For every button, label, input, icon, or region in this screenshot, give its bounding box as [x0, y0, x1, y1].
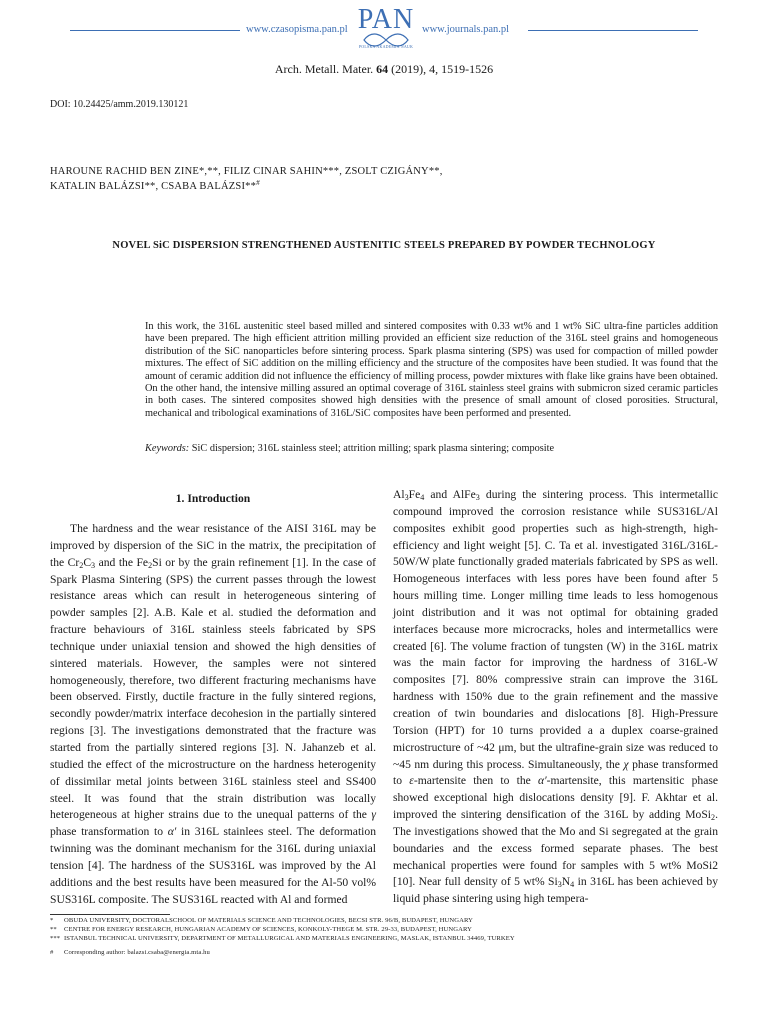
pan-logo-text: PAN [357, 4, 415, 35]
keywords: Keywords: SiC dispersion; 316L stainless steel; attrition milling; spark plasma sintering; composite [145, 443, 555, 454]
author-list [50, 164, 730, 194]
footnote-rule [50, 914, 170, 915]
journal-website-link-right[interactable]: www.journals.pan.pl [422, 24, 510, 35]
footnote-affiliation-1: * OBUDA UNIVERSITY, DOCTORALSCHOOL OF MATERIALS SCIENCE AND TECHNOLOGIES, BECSI STR. 96/B, BUDAPEST, HUNGARY [50, 917, 474, 924]
author-line-2: KATALIN BALÁZSI**, CSABA BALÁZSI**# [50, 178, 260, 192]
pan-logo-caption: POLSKA AKADEMIA NAUK [358, 44, 414, 49]
author-line-1: HAROUNE RACHID BEN ZINE*,**, FILIZ CINAR SAHIN***, ZSOLT CZIGÁNY**, [50, 166, 443, 177]
pan-logo [356, 6, 416, 52]
journal-reference: Arch. Metall. Mater. 64 (2019), 4, 1519-1526 [274, 62, 494, 76]
left-column-text: The hardness and the wear resistance of the AISI 316L may be improved by dispersion of the SiC in the matrix, the precipitation of the $Cr_2C_3$ and the $Fe_2Si$ or by the grain refinement [1]. In the case of Spark Plasma Sintering (SPS) the current passes through the lowest resistance areas which can result in heterogeneous sintering of powder samples [2]. A.B. Kale et al. studied the deformation and fracture behaviours of 316L stainless steels fabricated by SPS technique under uniaxial tension and showed the high densities of sintered materials. However, the samples were not sintered homogeneously, therefore, two different fracturing mechanisms have been observed. Firstly, ductile fracture in the fully sintered regions, secondly powder/matrix interface decohesion in the partially sintered regions [3]. The investigations demonstrated that the fracture was started from the partially sintered regions [3]. N. Jahanzeb et al. studied the effect of the microstructure on the hardness heterogenity of dissimilar metal joints between 316L stainless steel and SS400 steel. It was found that the strain distribution was locally heterogeneous at higher strains due to the unequal patterns of the γ phase transformation to α′ in 316L stainlees steel. The deformation twinning was the dominant mechanism for the 316L during uniaxial tension [4]. The hardness of the SUS316L was improved by the Al additions and the best results have been measured for the Al-50 vol% SUS316L composite. The SUS316L reacted with Al and formed [50, 522, 376, 906]
footnote-affiliation-3: *** ISTANBUL TECHNICAL UNIVERSITY, DEPARTMENT OF METALLURGICAL AND MATERIALS ENGINEERING, MASLAK, ISTANBUL 34469, TURKEY [50, 935, 515, 943]
footnotes [50, 916, 730, 957]
footnote-affiliation-2: ** CENTRE FOR ENERGY RESEARCH, HUNGARIAN ACADEMY OF SCIENCES, KONKOLY-THEGE M. STR. 29-33, BUDAPEST, HUNGARY [50, 926, 472, 934]
footnote-corresponding-author: # Corresponding author: balazsi.csaba@energia.mta.hu [50, 948, 210, 956]
header-rule-left [70, 30, 240, 31]
section-heading-introduction: 1. Introduction [175, 492, 251, 505]
paper-title: NOVEL SiC DISPERSION STRENGTHENED AUSTENITIC STEELS PREPARED BY POWDER TECHNOLOGY [112, 240, 656, 251]
doi[interactable]: DOI: 10.24425/amm.2019.130121 [50, 99, 189, 110]
abstract: In this work, the 316L austenitic steel based milled and sintered composites with 0.33 wt% and 1 wt% SiC ultra-fine particles addition have been prepared. The high efficient attrition milling provided an efficient size reduction of the 316L steel grains and homogeneous distribution of the SiC nanoparticles before sintering process. Spark plasma sintering (SPS) was used for compaction of milled powder mixtures. The effect of SiC addition on the milling efficiency and the structure of the composites have been studied. It was found that the amount of ceramic addition did not influence the efficiency of milling process, powder mixtures with flake like grains have been obtained. On the other hand, the intensive milling assured an optimal coverage of 316L stainless steel grains with submicron sized ceramic particles in both cases. The sintered composites showed high densities with the presence of small amount of closed porosities. Structural, mechanical and tribological examinations of 316L/SiC composites have been performed and presented. [145, 321, 718, 419]
right-column-text: $Al_3Fe_4$ and AlFe$_3$ during the sintering process. This intermetallic compound improved the corrosion resistance while SUS316L/Al composites exhibit good properties such as high-strength, high-efficiency and light weight [5]. C. Ta et al. investigated 316L/316L-50W/W plate functionally graded materials fabricated by SPS as well. Homogeneous interfaces with less pores have been found after 5 hours milling time. Longer milling time leads to less homogenous joint distribution and it was not optimal for obtaining graded interfaces because more microcracks, holes and intermetallics were created [6]. The volume fraction of tungsten (W) in the 316L matrix was the main factor for improving the hardness of 316L-W composites [7]. 80% compressive strain can improve the 316L hardness with 150% due to the grain refinement and the massive creation of twin boundaries and dislocations [8]. High-Pressure Torsion (HPT) for 10 turns provided a a duplex coarse-grained microstructure of ~42 μm, but the ultrafine-grain size was reduced to ~45 nm during this process. Simultaneously, the χ phase transformed to ε-martensite then to the α′-martensite, this martensitic phase showed exceptional high dislocations density [9]. F. Akhtar et al. improved the sintering densification of the 316L by adding MoSi$_2$. The investigations showed that the Mo and Si segregated at the grain boundaries and the excess formed separate phases. The best mechanical properties were found for samples with 5 wt% MoSi2 [10]. Near full density of 5 wt% $Si_3N_4$ in 316L has been achieved by liquid phase sintering using high tempera- [393, 488, 719, 906]
journal-website-link-left[interactable]: www.czasopisma.pan.pl [246, 24, 348, 35]
header-rule-right [528, 30, 698, 31]
